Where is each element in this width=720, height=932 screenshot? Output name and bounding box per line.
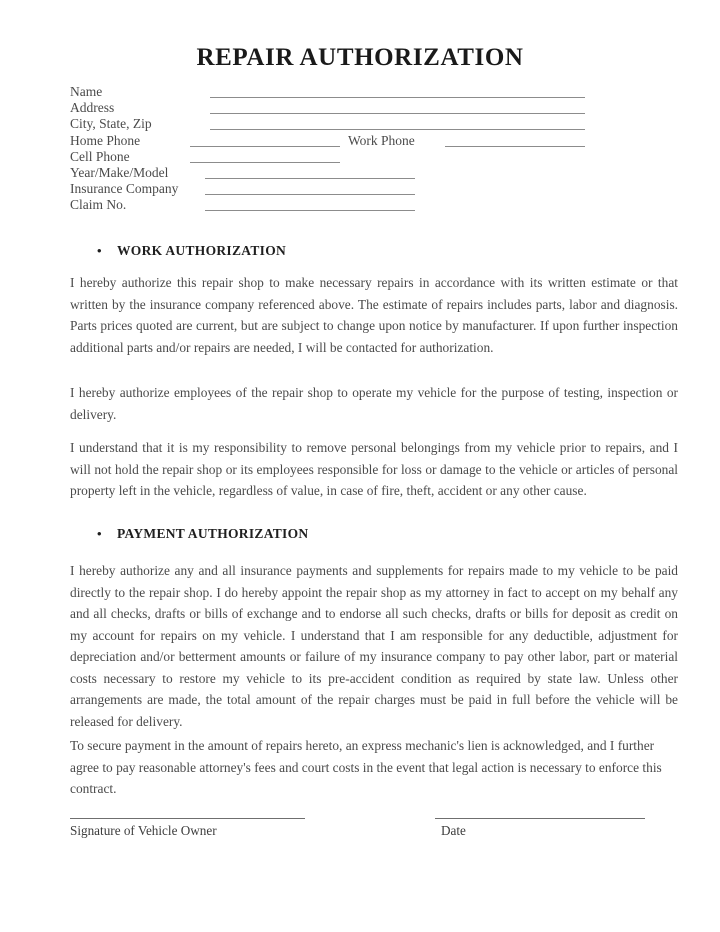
form-row-name [70,84,690,100]
signature-line-date[interactable] [435,818,645,819]
input-line-name[interactable] [210,97,585,98]
input-line-work-phone[interactable] [445,146,585,147]
form-row-year-make-model [70,165,690,181]
label-year-make-model: Year/Make/Model [70,164,169,180]
section-heading-text: WORK AUTHORIZATION [117,243,287,258]
label-claim-no: Claim No. [70,197,127,213]
form-row-city-state-zip [70,116,690,132]
paragraph-work-authorization-3: I understand that it is my responsibility to remove personal belongings from my vehicle prior to repairs, and I will not hold the repair shop or its employees responsible for loss or damage to the vehicle or articles of personal property left in the vehicle, regardless of value, in case of fire, theft, accident or any other cause. [70,440,678,498]
section-heading-payment-authorization [97,526,309,542]
input-line-year-make-model[interactable] [205,178,415,179]
signature-label-date: Date [441,823,466,838]
input-line-address[interactable] [210,113,585,114]
label-address: Address [70,100,115,116]
form-row-insurance-company [70,181,690,197]
bullet-icon-work-authorization: • [97,243,102,258]
form-row-claim-no [70,197,690,213]
signature-line-owner[interactable] [70,818,305,819]
label-name: Name [70,84,103,99]
input-line-cell-phone[interactable] [190,162,340,163]
paragraph-payment-authorization-2: To secure payment in the amount of repairs hereto, an express mechanic's lien is acknowledged, and I further agree to pay reasonable attorney's fees and court costs in the event that legal action is necessary to enforce this contract. [70,738,662,796]
page-title: REPAIR AUTHORIZATION [196,44,524,71]
form-row-cell-phone [70,149,690,165]
paragraph-work-authorization-1: I hereby authorize this repair shop to make necessary repairs in accordance with its written estimate or that written by the insurance company referenced above. The estimate of repairs includes parts, labor and diagnosis. Parts prices quoted are current, but are subject to change upon notice by manufacturer. If upon further inspection additional parts and/or repairs are needed, I will be contacted for authorization. [70,275,678,355]
input-line-insurance-company[interactable] [205,194,415,195]
customer-info-form [70,84,690,214]
label-work-phone: Work Phone [348,132,415,148]
form-row-address [70,100,690,116]
paragraph-work-authorization-2: I hereby authorize employees of the repair shop to operate my vehicle for the purpose of testing, inspection or delivery. [70,385,678,422]
bullet-icon-payment-authorization: • [97,526,102,541]
label-insurance-company: Insurance Company [70,181,179,197]
label-city-state-zip: City, State, Zip [70,116,152,132]
form-row-home-phone [70,133,690,149]
signature-label-owner: Signature of Vehicle Owner [70,823,217,838]
paragraph-payment-authorization-1: I hereby authorize any and all insurance payments and supplements for repairs made to my vehicle to be paid directly to the repair shop. I do hereby appoint the repair shop as my attorney in fact to accept on my behalf any and all checks, drafts or bills of exchange and to endorse all such checks, drafts or bills for deposit as credit on my account for repairs on my vehicle. I understand that I am responsible for any deductible, adjustment for depreciation and/or betterment amounts or failure of my insurance company to pay other labor, part or material costs necessary to restore my vehicle to its pre-accident condition as required by state law. Unless other arrangements are made, the total amount of the repair charges must be paid in full before the vehicle will be released for delivery. [70,563,678,729]
label-cell-phone: Cell Phone [70,148,130,164]
section-heading-text: PAYMENT AUTHORIZATION [117,526,309,541]
label-home-phone: Home Phone [70,132,141,148]
section-heading-work-authorization [97,243,287,259]
input-line-claim-no[interactable] [205,210,415,211]
input-line-city-state-zip[interactable] [210,129,585,130]
input-line-home-phone[interactable] [190,146,340,147]
